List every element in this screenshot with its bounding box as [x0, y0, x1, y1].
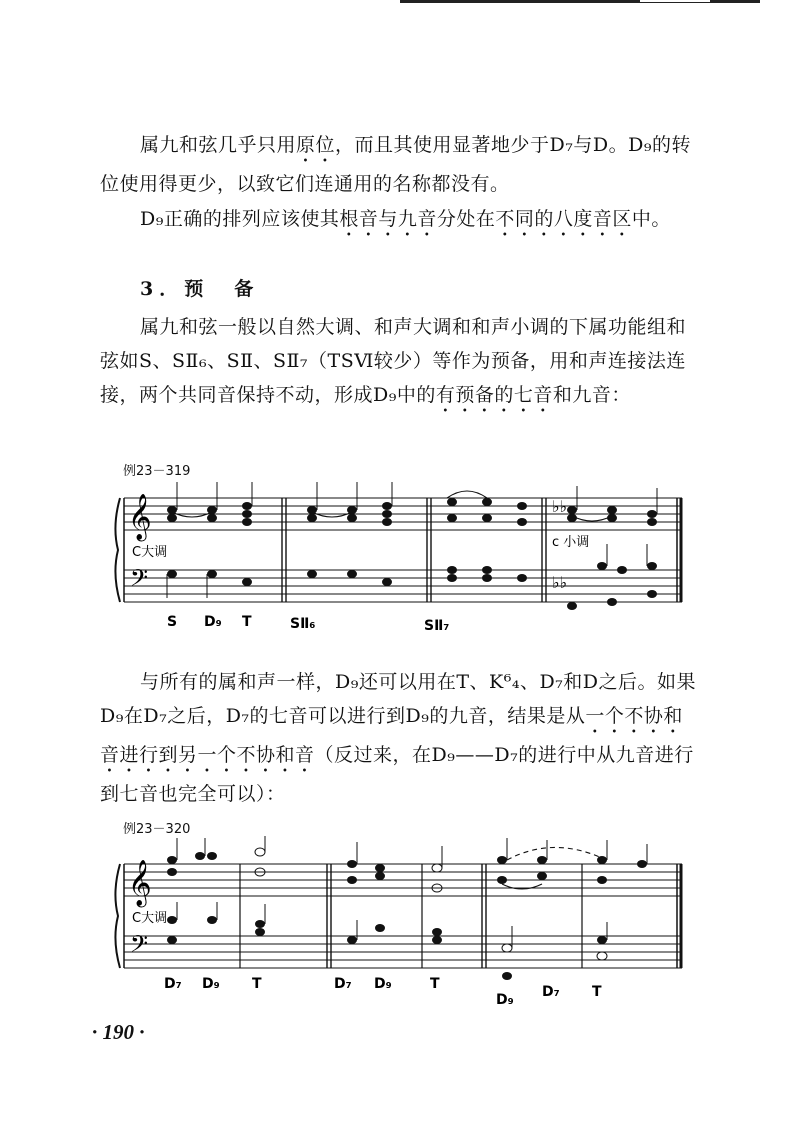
- chord-label: T: [252, 976, 262, 992]
- bass-notes: [167, 916, 607, 980]
- music-score-example-1: [112, 478, 692, 638]
- bass-clef-icon: 𝄢: [130, 564, 149, 597]
- key-label-major: C大调: [132, 545, 168, 560]
- paragraph-3: 属九和弦一般以自然大调、和声大调和和声小调的下属功能组和弦如S、SⅡ₆、SⅡ、SⅡ₇（TSⅥ较少）等作为预备，用和声连接法连接，两个共同音保持不动，形成D₉中的有预备的七音和九音：: [100, 316, 687, 406]
- bass-clef-icon: 𝄢: [130, 930, 149, 963]
- chord-label: D₉: [204, 614, 222, 630]
- example-label: 例23－320: [123, 822, 191, 837]
- emphasis-text: 根音与九音: [339, 208, 437, 230]
- paragraph-2: D₉正确的排列应该使其根音与九音分处在不同的八度音区中。: [140, 208, 671, 230]
- chord-label: D₇: [334, 976, 352, 992]
- chord-label: SⅡ₆: [290, 616, 316, 632]
- chord-label: T: [592, 984, 602, 1000]
- key-label-major: C大调: [132, 911, 168, 926]
- flat-icon: ♭♭: [552, 573, 568, 592]
- treble-clef-icon: 𝄞: [128, 494, 152, 540]
- chord-label: SⅡ₇: [424, 618, 450, 634]
- chord-label: D₉: [496, 992, 514, 1008]
- treble-notes: [167, 848, 647, 892]
- emphasis-text: 不同的八度音区: [495, 208, 632, 230]
- emphasis-text: 一个不协和音进行到另一个不协和音: [100, 705, 683, 766]
- chord-label: D₇: [542, 984, 560, 1000]
- chord-label: T: [242, 614, 252, 630]
- treble-clef-icon: 𝄞: [128, 860, 152, 906]
- flat-icon: ♭♭: [552, 497, 568, 516]
- music-score-example-2: [112, 836, 692, 1016]
- emphasis-text: 有预备的七音: [435, 384, 553, 406]
- chord-label: S: [167, 614, 178, 630]
- paragraph-1: 属九和弦几乎只用原位，而且其使用显著地少于D₇与D。D₉的转位使用得更少，以致它们连通用的名称都没有。: [100, 134, 691, 195]
- key-label-minor: c 小调: [552, 535, 590, 550]
- paragraph-4: 与所有的属和声一样，D₉还可以用在T、K⁶₄、D₇和D之后。如果D₉在D₇之后，D₇的七音可以进行到D₉的九音，结果是从一个不协和音进行到另一个不协和音（反过来，在D₉——D₇的进行中从九音进行到七音也完全可以）：: [100, 671, 697, 805]
- top-rule-gap: [640, 0, 710, 2]
- emphasis-text: 原位: [296, 134, 336, 156]
- chord-label: T: [430, 976, 440, 992]
- chord-label: D₉: [374, 976, 392, 992]
- chord-label: D₇: [164, 976, 182, 992]
- page-number: · 190 ·: [92, 1020, 145, 1044]
- chord-label: D₉: [202, 976, 220, 992]
- section-heading: 3．预 备: [140, 278, 260, 300]
- example-label: 例23－319: [123, 464, 191, 479]
